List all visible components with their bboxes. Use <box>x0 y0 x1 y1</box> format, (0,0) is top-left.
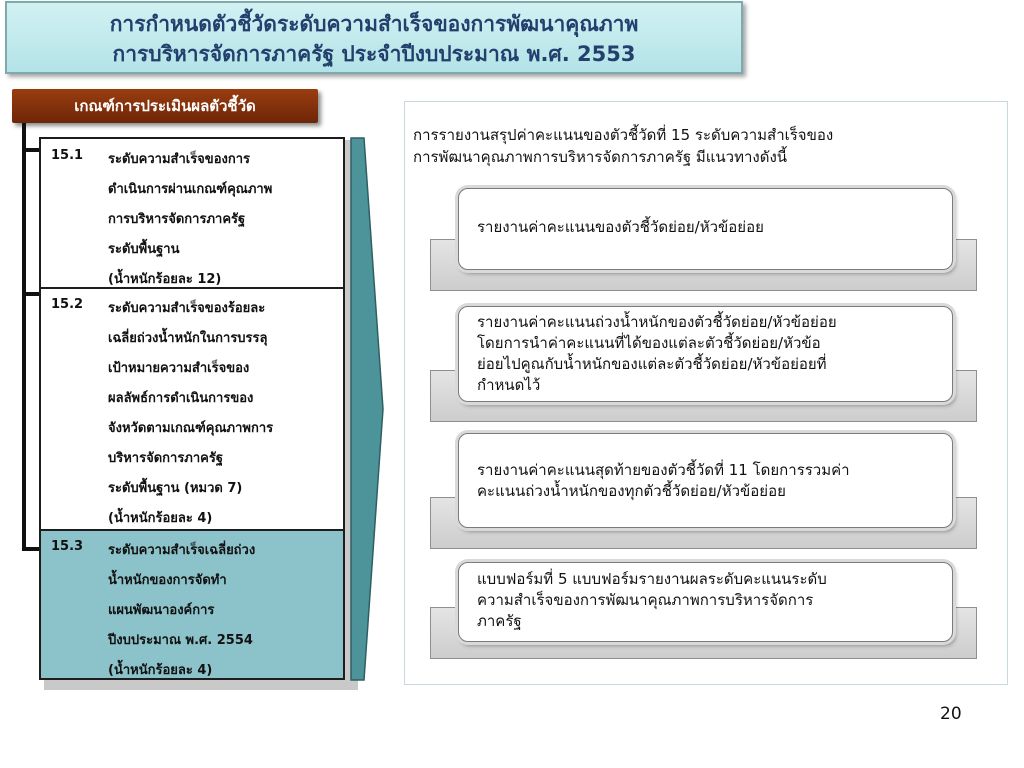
item-line: บริหารจัดการภาครัฐ <box>108 451 224 466</box>
step-line: แบบฟอร์มที่ 5 แบบฟอร์มรายงานผลระดับคะแนนระดับ <box>477 570 827 588</box>
intro-text <box>413 124 1003 168</box>
tree-connector <box>22 123 26 551</box>
step-card-2 <box>458 306 953 402</box>
item-number: 15.3 <box>51 539 84 554</box>
criteria-header: เกณฑ์การประเมินผลตัวชี้วัด <box>12 89 318 123</box>
criteria-item-15-3 <box>39 529 345 680</box>
item-line: ระดับพื้นฐาน <box>108 242 180 257</box>
item-line: ระดับความสำเร็จของการ <box>108 152 250 167</box>
chevron-arrow-icon <box>350 137 384 681</box>
step-line: ภาครัฐ <box>477 612 522 630</box>
item-line: การบริหารจัดการภาครัฐ <box>108 212 246 227</box>
step-line: กำหนดไว้ <box>477 376 541 394</box>
item-line: น้ำหนักของการจัดทำ <box>108 573 227 588</box>
step-line: คะแนนถ่วงน้ำหนักของทุกตัวชี้วัดย่อย/หัวข้อย่อย <box>477 482 786 500</box>
criteria-item-15-2 <box>39 287 345 531</box>
tree-tick <box>22 148 40 152</box>
item-line: เฉลี่ยถ่วงน้ำหนักในการบรรลุ <box>108 331 268 346</box>
item-line: ระดับพื้นฐาน (หมวด 7) <box>108 481 243 496</box>
slide-title <box>5 1 743 74</box>
tree-tick <box>22 547 40 551</box>
criteria-item-15-1 <box>39 137 345 289</box>
step-line: ความสำเร็จของการพัฒนาคุณภาพการบริหารจัดการ <box>477 591 814 609</box>
item-line: ระดับความสำเร็จเฉลี่ยถ่วง <box>108 543 256 558</box>
item-number: 15.1 <box>51 148 84 163</box>
intro-line-2: การพัฒนาคุณภาพการบริหารจัดการภาครัฐ มีแนวทางดังนี้ <box>413 148 788 166</box>
title-line-1: การกำหนดตัวชี้วัดระดับความสำเร็จของการพัฒนาคุณภาพ <box>109 12 639 36</box>
step-line: ย่อยไปคูณกับน้ำหนักของแต่ละตัวชี้วัดย่อย/หัวข้อย่อยที่ <box>477 355 827 373</box>
step-card-4 <box>458 562 953 642</box>
item-line: จังหวัดตามเกณฑ์คุณภาพการ <box>108 421 274 436</box>
tree-tick <box>22 292 40 296</box>
item-line: ระดับความสำเร็จของร้อยละ <box>108 301 266 316</box>
item-line: แผนพัฒนาองค์การ <box>108 603 215 618</box>
item-line: ผลลัพธ์การดำเนินการของ <box>108 391 254 406</box>
step-line: รายงานค่าคะแนนถ่วงน้ำหนักของตัวชี้วัดย่อย/หัวข้อย่อย <box>477 313 837 331</box>
step-line: รายงานค่าคะแนนสุดท้ายของตัวชี้วัดที่ 11 โดยการรวมค่า <box>477 461 850 479</box>
item-line: (น้ำหนักร้อยละ 4) <box>108 663 213 678</box>
step-card-3 <box>458 433 953 528</box>
step-line: โดยการนำค่าคะแนนที่ได้ของแต่ละตัวชี้วัดย่อย/หัวข้อ <box>477 334 821 352</box>
step-line: รายงานค่าคะแนนของตัวชี้วัดย่อย/หัวข้อย่อย <box>477 218 764 236</box>
page-number: 20 <box>940 704 962 724</box>
intro-line-1: การรายงานสรุปค่าคะแนนของตัวชี้วัดที่ 15 ระดับความสำเร็จของ <box>413 126 834 144</box>
item-line: เป้าหมายความสำเร็จของ <box>108 361 250 376</box>
item-line: ปีงบประมาณ พ.ศ. 2554 <box>108 633 253 648</box>
step-card-1 <box>458 188 953 270</box>
item-number: 15.2 <box>51 297 84 312</box>
title-line-2: การบริหารจัดการภาครัฐ ประจำปีงบประมาณ พ.ศ. 2553 <box>112 42 636 66</box>
item-line: ดำเนินการผ่านเกณฑ์คุณภาพ <box>108 182 273 197</box>
item-line: (น้ำหนักร้อยละ 4) <box>108 511 213 526</box>
item-line: (น้ำหนักร้อยละ 12) <box>108 272 222 287</box>
